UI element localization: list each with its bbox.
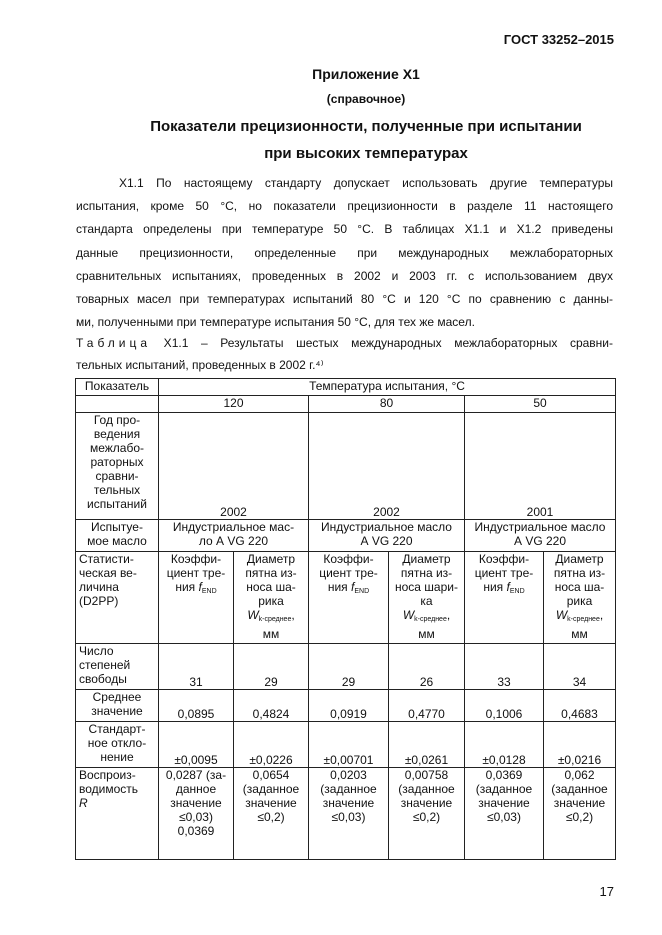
caption-line2: тельных испытаний, проведенных в 2002 г.⁴⁾ <box>76 358 324 372</box>
section-heading-line1: Показатели прецизионности, полученные при испытании <box>150 118 582 135</box>
repro-label-text: Воспроиз- водимость <box>79 768 139 796</box>
diam-subscript: k-среднее <box>414 616 447 623</box>
dof-value: 29 <box>309 644 389 690</box>
coef-subscript: END <box>201 588 217 595</box>
section-heading-line2: при высоких температурах <box>264 145 468 162</box>
std-value: ±0,0226 <box>234 722 309 768</box>
year-value: 2002 <box>159 413 309 520</box>
paragraph-line: данные прецизионности, определенные при международных межлабораторных <box>76 245 613 260</box>
coef-symbol: f <box>198 580 202 594</box>
diam-header: Диаметр пятна из- носа ша- рика $W_{k-среднее}$, мм <box>544 552 616 644</box>
dof-value: 29 <box>234 644 309 690</box>
oil-value: Индустриальное масло А VG 220 <box>465 520 616 552</box>
diam-subscript: k-среднее <box>258 616 292 623</box>
mean-value: 0,4770 <box>389 690 465 722</box>
repro-value: 0,0654 (заданное значение ≤0,2) <box>234 768 309 860</box>
mean-value: 0,1006 <box>465 690 544 722</box>
coef-symbol: f <box>351 580 355 594</box>
diam-header: Диаметр пятна из- носа шари- ка $W_{k-среднее}$, мм <box>389 552 465 644</box>
caption-line1 <box>76 332 613 354</box>
table-caption <box>76 332 613 376</box>
row-label-dof: Число степеней свободы <box>76 644 159 690</box>
section-heading <box>0 113 662 167</box>
year-value: 2002 <box>309 413 465 520</box>
year-value: 2001 <box>465 413 616 520</box>
diam-symbol: W <box>402 608 415 622</box>
diam-unit: мм <box>571 627 588 641</box>
table-row <box>76 379 616 396</box>
table-row <box>76 520 616 552</box>
header-indicator: Показатель <box>76 379 159 396</box>
row-label-std: Стандарт- ное откло- нение <box>76 722 159 768</box>
paragraph-line: товарных масел при температурах испытаний 80 °С и 120 °С по сравнению с данны- <box>76 291 613 306</box>
diam-symbol: W <box>247 608 259 622</box>
diam-text: Диаметр пятна из- носа шари- ка <box>395 552 458 608</box>
repro-value: 0,0369 (заданное значение ≤0,03) <box>465 768 544 860</box>
table-row <box>76 552 616 644</box>
appendix-kind: (справочное) <box>326 92 406 106</box>
repro-value: 0,0203 (заданное значение ≤0,03) <box>309 768 389 860</box>
standard-number: ГОСТ 33252–2015 <box>503 32 614 47</box>
oil-value: Индустриальное мас- ло А VG 220 <box>159 520 309 552</box>
diam-subscript: k-среднее <box>567 616 600 623</box>
paragraph-line: стандарта определены при температуре 50 °С. В таблицах Х1.1 и Х1.2 приведены <box>76 222 613 237</box>
std-value: ±0,00701 <box>309 722 389 768</box>
coef-text: Коэффи- циент тре- ния <box>166 552 226 594</box>
repro-value: 0,00758 (заданное значение ≤0,2) <box>389 768 465 860</box>
mean-value: 0,4824 <box>234 690 309 722</box>
table-row <box>76 644 616 690</box>
coef-text: Коэффи- циент тре- ния <box>474 552 534 594</box>
temp-50: 50 <box>465 396 616 413</box>
dof-value: 31 <box>159 644 234 690</box>
row-label-year: Год про- ведения межлабо- раторных сравни- тельных испытаний <box>76 413 159 520</box>
temp-80: 80 <box>309 396 465 413</box>
header-temperature: Температура испытания, °С <box>159 379 616 396</box>
table-row <box>76 690 616 722</box>
oil-value: Индустриальное масло А VG 220 <box>309 520 465 552</box>
repro-value: 0,062 (заданное значение ≤0,2) <box>544 768 616 860</box>
diam-unit: мм <box>262 627 280 641</box>
coef-subscript: END <box>509 588 525 595</box>
precision-table <box>75 378 616 860</box>
coef-header <box>309 552 389 644</box>
mean-value: 0,0919 <box>309 690 389 722</box>
table-row <box>76 413 616 520</box>
diam-header: Диаметр пятна из- носа ша- рика $W_{k-среднее}$, мм <box>234 552 309 644</box>
table-row <box>76 396 616 413</box>
diam-symbol: W <box>555 608 568 622</box>
std-value: ±0,0261 <box>389 722 465 768</box>
table-cell <box>76 396 159 413</box>
dof-value: 34 <box>544 644 616 690</box>
row-label-oil: Испытуе- мое масло <box>76 520 159 552</box>
coef-header <box>159 552 234 644</box>
std-value: ±0,0128 <box>465 722 544 768</box>
repro-symbol: R <box>79 796 88 810</box>
paragraph-line: испытания, кроме 50 °С, но показатели прецизионности в разделе 11 настоящего <box>76 199 613 214</box>
paragraph-line: ми, полученными при температуре испытания 50 °С, для тех же масел. <box>76 315 475 330</box>
std-value: ±0,0216 <box>544 722 616 768</box>
caption-line1-rest: Х1.1 – Результаты шестых международных межлабораторных сравни- <box>151 336 613 350</box>
paragraph-line: Х1.1 По настоящему стандарту допускает использовать другие температуры <box>119 176 613 190</box>
mean-value: 0,0895 <box>159 690 234 722</box>
mean-value: 0,4683 <box>544 690 616 722</box>
repro-value: 0,0287 (за- данное значение ≤0,03) 0,0369 <box>159 768 234 860</box>
dof-value: 33 <box>465 644 544 690</box>
page-number: 17 <box>599 884 614 899</box>
diam-unit: мм <box>418 627 435 641</box>
std-value: ±0,0095 <box>159 722 234 768</box>
table-row <box>76 722 616 768</box>
row-label-stat: Статисти- ческая ве- личина (D2PP) <box>76 552 159 644</box>
coef-symbol: f <box>506 580 510 594</box>
table-row <box>76 768 616 860</box>
dof-value: 26 <box>389 644 465 690</box>
row-label-repro <box>76 768 159 860</box>
coef-text: Коэффи- циент тре- ния <box>319 552 378 594</box>
appendix-title: Приложение Х1 <box>312 66 420 82</box>
coef-header <box>465 552 544 644</box>
diam-text: Диаметр пятна из- носа ша- рика <box>245 552 297 608</box>
paragraph-line: сравнительных испытаниях, проведенных в 2002 и 2003 гг. с использованием двух <box>76 268 613 283</box>
row-label-mean: Среднее значение <box>76 690 159 722</box>
coef-subscript: END <box>354 588 370 595</box>
temp-120: 120 <box>159 396 309 413</box>
diam-text: Диаметр пятна из- носа ша- рика <box>553 552 606 608</box>
body-paragraph <box>76 172 613 334</box>
caption-prefix: Таблица <box>76 336 152 350</box>
